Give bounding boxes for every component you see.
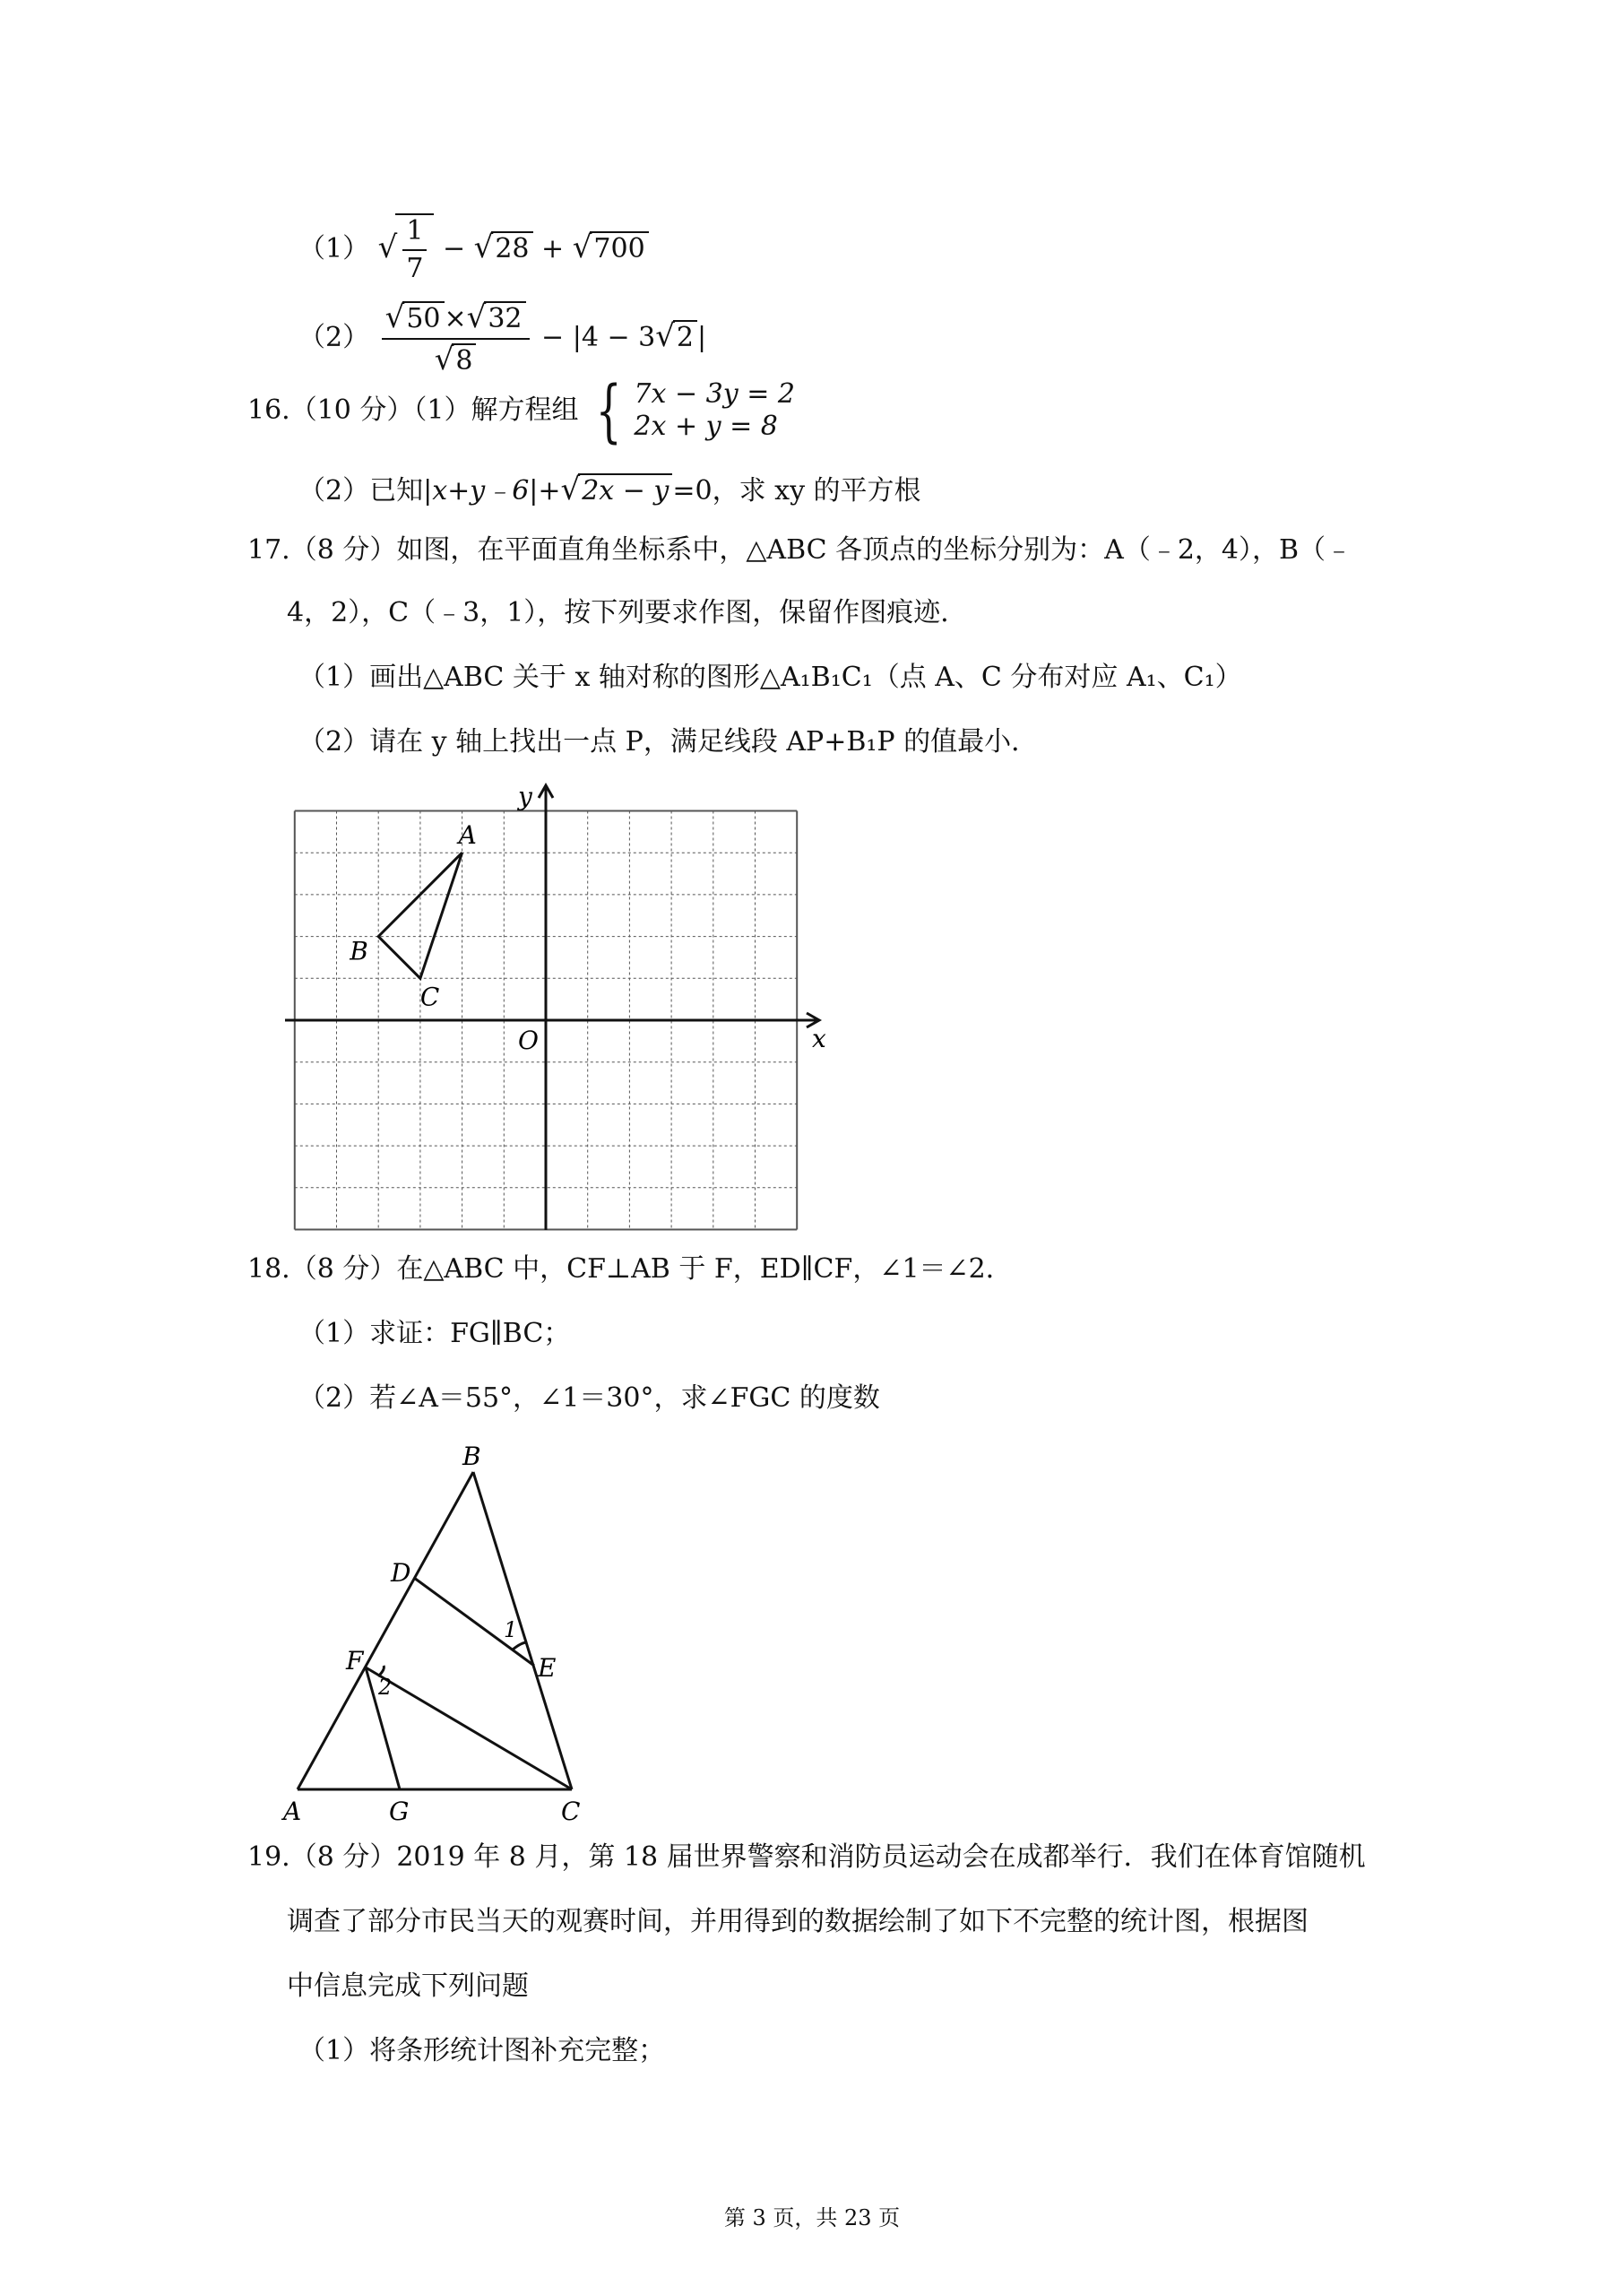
q19-line3: 中信息完成下列问题 [287, 1970, 529, 2002]
q15-part1-label: （1） [298, 233, 370, 264]
q15-part2 [298, 299, 706, 378]
frac-den: √8 [431, 340, 480, 378]
q17-part1: （1）画出△ABC 关于 x 轴对称的图形△A₁B₁C₁（点 A、C 分布对应 A₁、C₁） [298, 662, 1242, 693]
sqrt-sign: √ [655, 317, 675, 354]
y-axis-label: y [518, 782, 532, 811]
times-sign: × [444, 303, 467, 334]
brace-icon: { [595, 370, 622, 450]
abs-close: | [697, 321, 707, 353]
x-axis-label: x [812, 1024, 826, 1053]
angle2-label: 2 [378, 1675, 393, 1700]
label-d: D [391, 1558, 411, 1588]
page-footer: 第 3 页，共 23 页 [723, 2205, 901, 2230]
radicand-8: 8 [452, 343, 476, 377]
q15-part1 [298, 213, 649, 285]
q17-coordinate-grid [278, 780, 851, 1237]
sqrt-sign: √ [560, 472, 581, 507]
q16-head-text: 16.（10 分）（1）解方程组 [247, 394, 579, 426]
label-a: A [283, 1797, 302, 1826]
label-e: E [538, 1653, 557, 1683]
q16-abs-expr: |x+y﹣6|+ [423, 475, 561, 507]
plus-sign: + [541, 233, 565, 264]
angle1-arc [513, 1642, 527, 1650]
q15-part2-label: （2） [298, 321, 370, 353]
q19-line2: 调查了部分市民当天的观赛时间，并用得到的数据绘制了如下不完整的统计图，根据图 [287, 1906, 1309, 1937]
q16-radicand: 2x − y [578, 473, 672, 507]
q18-line1: 18.（8 分）在△ABC 中，CF⊥AB 于 F，ED∥CF，∠1＝∠2． [247, 1253, 1013, 1285]
label-g: G [389, 1797, 410, 1826]
equation-1: 7x − 3y = 2 [634, 378, 795, 410]
radicand-50: 50 [402, 301, 444, 335]
q15-part2-frac [382, 299, 530, 378]
point-label-c: C [419, 982, 440, 1012]
label-b: B [462, 1442, 481, 1471]
label-f: F [346, 1646, 364, 1676]
q16-part2 [298, 472, 921, 508]
q18-part2: （2）若∠A＝55°，∠1＝30°，求∠FGC 的度数 [298, 1382, 880, 1414]
radicand-2: 2 [673, 320, 697, 354]
q18-part1: （1）求证：FG∥BC； [298, 1318, 571, 1349]
q16-head [247, 370, 795, 450]
radicand-28: 28 [491, 231, 532, 265]
q18-triangle-figure [278, 1434, 618, 1829]
point-label-b: B [350, 936, 368, 966]
q19-part1: （1）将条形统计图补充完整； [298, 2035, 666, 2066]
point-label-a: A [458, 820, 477, 851]
frac-den: 7 [406, 253, 424, 284]
minus-sign: − [541, 321, 565, 353]
q17-line2: 4，2），C（﹣3，1），按下列要求作图，保留作图痕迹． [287, 597, 968, 628]
label-c: C [561, 1797, 581, 1826]
q15-sqrt-frac [395, 213, 434, 285]
axes [285, 785, 819, 1230]
equation-2: 2x + y = 8 [634, 411, 778, 442]
q19-line1: 19.（8 分）2019 年 8 月，第 18 届世界警察和消防员运动会在成都举行．我们在体育馆随机 [247, 1841, 1366, 1873]
q16-part2-tail: =0，求 xy 的平方根 [672, 475, 921, 507]
origin-label: O [518, 1026, 539, 1055]
q17-part2: （2）请在 y 轴上找出一点 P，满足线段 AP+B₁P 的值最小． [298, 726, 1039, 758]
sqrt-sign: √ [572, 230, 592, 265]
angle1-label: 1 [504, 1617, 518, 1642]
abs-open: |4 − 3 [572, 321, 656, 353]
radicand-700: 700 [590, 231, 648, 265]
sqrt-sign: √ [377, 230, 398, 265]
radicand-32: 32 [484, 301, 525, 335]
frac-num: √50 ×√32 [382, 299, 530, 340]
q16-part2-label: （2）已知 [298, 475, 424, 507]
minus-sign: − [442, 233, 466, 264]
sqrt-sign: √ [473, 230, 494, 265]
frac-num: 1 [402, 215, 427, 251]
equation-system [587, 370, 795, 450]
q17-line1: 17.（8 分）如图，在平面直角坐标系中，△ABC 各顶点的坐标分别为：A（﹣2，4），B（﹣ [247, 534, 1353, 566]
